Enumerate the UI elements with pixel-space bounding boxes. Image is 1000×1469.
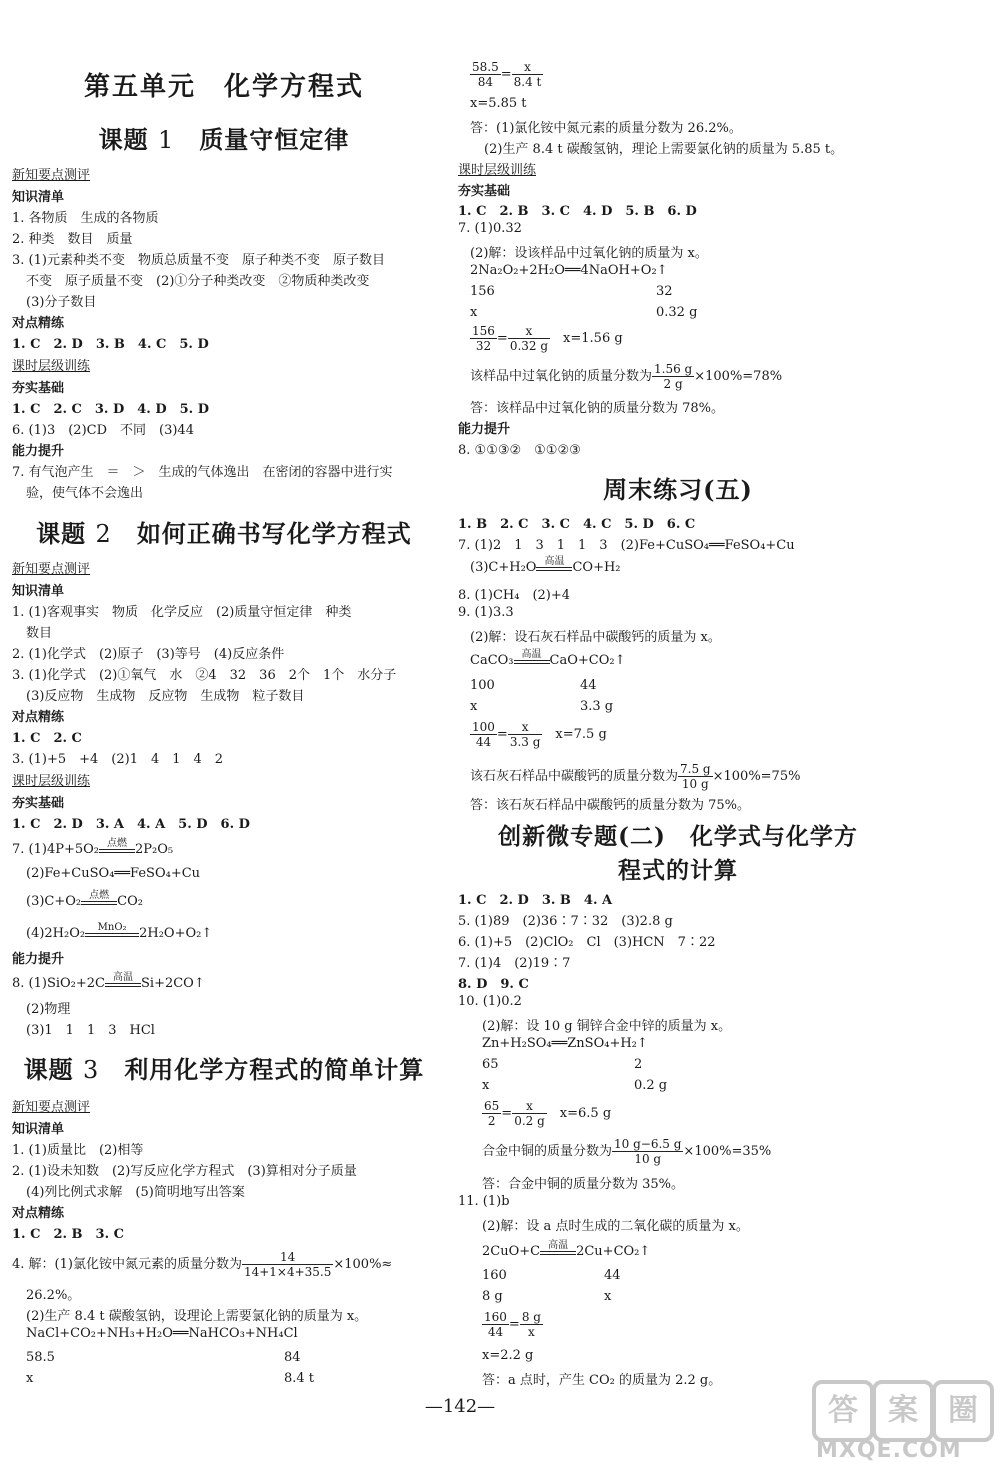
answer-line: 1. C 2. C — [12, 731, 82, 746]
fraction: $\frac{160}{44}$ — [484, 1310, 507, 1339]
text-line: 8. ①①③② ①①②③ — [458, 443, 581, 458]
unit-title: 第五单元 化学方程式 — [83, 72, 364, 102]
text-line: 1. (1)质量比 (2)相等 — [12, 1143, 144, 1158]
fraction: $\frac{100}{44}$ — [472, 720, 495, 749]
text-line: (2)物理 — [26, 1002, 71, 1017]
text-line: 2. (1)设未知数 (2)写反应化学方程式 (3)算相对分子质量 — [12, 1164, 357, 1179]
section-tag: 课时层级训练 — [12, 774, 91, 789]
text-line: 65 — [482, 1057, 499, 1072]
watermark-char: 案 — [872, 1380, 934, 1442]
equation-line: 2Na₂O₂+2H₂O══4NaOH+O₂↑ — [470, 263, 668, 278]
equation-line: $\frac{156}{32}$ = $\frac{x}{0.32 g}$ x=1.56 g — [472, 324, 623, 353]
text-line: 5. (1)89 (2)36∶7∶32 (3)2.8 g — [458, 914, 673, 929]
text-line: 7. (1)0.32 — [458, 221, 522, 236]
text-line: (2)解：设石灰石样品中碳酸钙的质量为 x。 — [470, 630, 721, 645]
text-line: 7. (1)4 (2)19∶7 — [458, 956, 571, 971]
text-line: 合金中铜的质量分数为 $\frac{10 g-6.5 g}{10 g}$ ×100%=35% — [482, 1137, 772, 1166]
text-line: 1. (1)客观事实 物质 化学反应 (2)质量守恒定律 种类 — [12, 605, 352, 620]
subheading: 对点精练 — [12, 316, 65, 331]
text-line: 7. 有气泡产生 ＝ ＞ 生成的气体逸出 在密闭的容器中进行实 — [12, 465, 393, 480]
text-line: 答：a 点时，产生 CO₂ 的质量为 2.2 g。 — [482, 1373, 722, 1388]
subheading: 夯实基础 — [458, 184, 511, 199]
text-line: 4. 解：(1)氯化铵中氮元素的质量分数为 $\frac{14}{14+1\times 4+35.5}$ ×100%≈ — [12, 1250, 393, 1279]
subheading: 知识清单 — [12, 1122, 65, 1137]
text-line: x — [470, 305, 478, 320]
subheading: 知识清单 — [12, 584, 65, 599]
watermark-char: 答 — [812, 1380, 874, 1442]
watermark-logo — [812, 1380, 994, 1463]
text-line: 数目 — [26, 626, 53, 641]
text-line: 9. (1)3.3 — [458, 605, 514, 620]
lesson-3-title: 课题 3 利用化学方程式的简单计算 — [23, 1055, 425, 1084]
text-line: 2. 种类 数目 质量 — [12, 232, 133, 247]
equation-line: CaCO₃ 高温 CaO+CO₂↑ — [470, 649, 626, 668]
page-number: —142— — [424, 1396, 496, 1417]
text-line: 6. (1)+5 (2)ClO₂ Cl (3)HCN 7∶22 — [458, 935, 716, 950]
text-line: 84 — [284, 1350, 301, 1365]
text-line: (3)反应物 生成物 反应物 生成物 粒子数目 — [26, 689, 305, 704]
special-topic-title-line2: 程式的计算 — [618, 857, 738, 884]
text-line: 该石灰石样品中碳酸钙的质量分数为 $\frac{7.5 g}{10 g}$ ×100%=75% — [470, 762, 801, 791]
fraction: $\frac{1.56 g}{2 g}$ — [654, 362, 693, 391]
subheading: 对点精练 — [12, 710, 65, 725]
fraction: $\frac{x}{0.32 g}$ — [509, 324, 549, 353]
text-line: 3. (1)元素种类不变 物质总质量不变 原子种类不变 原子数目 — [12, 253, 385, 268]
text-line: 1. 各物质 生成的各物质 — [12, 211, 159, 226]
equation-line: (3)C+H₂O 高温 CO+H₂ — [470, 556, 621, 575]
answer-line: 1. C 2. D 3. A 4. A 5. D 6. D — [12, 817, 250, 832]
text-line: 2 — [634, 1057, 643, 1072]
lesson-2-title: 课题 2 如何正确书写化学方程式 — [36, 519, 412, 548]
section-tag: 课时层级训练 — [458, 163, 537, 178]
text-line: 答：该石灰石样品中碳酸钙的质量分数为 75%。 — [470, 798, 751, 813]
text-line: 8 g — [482, 1289, 503, 1304]
text-line: x — [470, 699, 478, 714]
equation-line: $\frac{65}{2}$ = $\frac{x}{0.2 g}$ x=6.5 g — [484, 1099, 612, 1128]
text-line: 11. (1)b — [458, 1194, 510, 1209]
text-line: 不变 原子质量不变 (2)①分子种类改变 ②物质种类改变 — [26, 274, 370, 289]
text-line: (3)分子数目 — [26, 295, 97, 310]
lesson-1-title: 课题 1 质量守恒定律 — [98, 125, 350, 154]
answer-line: 1. B 2. C 3. C 4. C 5. D 6. C — [458, 517, 696, 532]
text-line: 该样品中过氧化钠的质量分数为 $\frac{1.56 g}{2 g}$ ×100%=78% — [470, 362, 783, 391]
equation-line: 8. (1)SiO₂+2C 高温 Si+2CO↑ — [12, 972, 205, 991]
answer-line: 1. C 2. C 3. D 4. D 5. D — [12, 402, 209, 417]
subheading: 对点精练 — [12, 1206, 65, 1221]
text-line: 答：(1)氯化铵中氮元素的质量分数为 26.2%。 — [470, 121, 742, 136]
answer-line: 1. C 2. B 3. C — [12, 1227, 124, 1242]
section-tag: 新知要点测评 — [12, 562, 91, 577]
watermark-url: MXQE.COM — [816, 1438, 962, 1463]
equation-line: (3)C+O₂ 点燃 CO₂ — [26, 890, 143, 909]
subheading: 能力提升 — [458, 422, 511, 437]
text-line: x — [604, 1289, 612, 1304]
equation-line: 7. (1)2 1 3 1 1 3 (2)Fe+CuSO₄══FeSO₄+Cu — [458, 538, 795, 553]
text-line: 验，使气体不会逸出 — [26, 486, 144, 501]
subheading: 夯实基础 — [12, 381, 65, 396]
fraction: $\frac{58.5}{84}$ — [472, 60, 499, 89]
text-line: 100 — [470, 678, 495, 693]
text-line: 答：合金中铜的质量分数为 35%。 — [482, 1177, 685, 1192]
watermark-char: 圈 — [932, 1380, 994, 1442]
equation-line: Zn+H₂SO₄══ZnSO₄+H₂↑ — [482, 1036, 648, 1051]
text-line: 58.5 — [26, 1350, 55, 1365]
equation-line: (4)2H₂O₂ MnO₂ 2H₂O+O₂↑ — [26, 922, 213, 941]
answer-line: 1. C 2. B 3. C 4. D 5. B 6. D — [458, 204, 697, 219]
text-line: (2)解：设 10 g 铜锌合金中锌的质量为 x。 — [482, 1019, 732, 1034]
subheading: 能力提升 — [12, 444, 65, 459]
section-tag: 课时层级训练 — [12, 359, 91, 374]
fraction: $\frac{8 g}{x}$ — [521, 1310, 541, 1339]
text-line: x=5.85 t — [470, 96, 527, 111]
text-line: 答：该样品中过氧化钠的质量分数为 78%。 — [470, 401, 725, 416]
text-line: 44 — [580, 678, 597, 693]
equation-line: $\frac{100}{44}$ = $\frac{x}{3.3 g}$ x=7.5 g — [472, 720, 607, 749]
section-tag: 新知要点测评 — [12, 168, 91, 183]
equation-line: (2)Fe+CuSO₄══FeSO₄+Cu — [26, 866, 201, 881]
answer-line: 8. D 9. C — [458, 977, 529, 992]
text-line: x — [482, 1078, 490, 1093]
text-line: 26.2%。 — [26, 1288, 81, 1303]
text-line: 3. (1)化学式 (2)①氧气 水 ②4 32 36 2个 1个 水分子 — [12, 668, 397, 683]
equation-line: 7. (1)4P+5O₂ 点燃 2P₂O₅ — [12, 838, 174, 857]
text-line: (3)1 1 1 3 HCl — [26, 1023, 155, 1038]
fraction: $\frac{7.5 g}{10 g}$ — [680, 762, 711, 791]
text-line: 156 — [470, 284, 495, 299]
equation-line: 2CuO+C 高温 2Cu+CO₂↑ — [482, 1240, 651, 1259]
text-line: 32 — [656, 284, 673, 299]
text-line: 160 — [482, 1268, 507, 1283]
text-line: 8. (1)CH₄ (2)+4 — [458, 588, 571, 603]
text-line: 3. (1)+5 +4 (2)1 4 1 4 2 — [12, 752, 224, 767]
text-line: 0.32 g — [656, 305, 698, 320]
special-topic-title-line1: 创新微专题(二) 化学式与化学方 — [498, 823, 858, 850]
text-line: 6. (1)3 (2)CD 不同 (3)44 — [12, 423, 194, 438]
equation-line: $\frac{58.5}{84}$ = $\frac{x}{8.4 t}$ — [472, 60, 542, 89]
equation-line: $\frac{160}{44}$ = $\frac{8 g}{x}$ — [484, 1310, 541, 1339]
text-line: 44 — [604, 1268, 621, 1283]
subheading: 知识清单 — [12, 190, 65, 205]
text-line: 2. (1)化学式 (2)原子 (3)等号 (4)反应条件 — [12, 647, 285, 662]
fraction: $\frac{14}{14+1\times 4+35.5}$ — [243, 1250, 332, 1279]
section-tag: 新知要点测评 — [12, 1100, 91, 1115]
answer-line: 1. C 2. D 3. B 4. C 5. D — [12, 337, 209, 352]
text-line: (2)解：设 a 点时生成的二氧化碳的质量为 x。 — [482, 1219, 749, 1234]
fraction: $\frac{x}{8.4 t}$ — [513, 60, 542, 89]
equation-line: NaCl+CO₂+NH₃+H₂O══NaHCO₃+NH₄Cl — [26, 1326, 298, 1341]
answer-line: 1. C 2. D 3. B 4. A — [458, 893, 613, 908]
text-line: (2)生产 8.4 t 碳酸氢钠，设理论上需要氯化钠的质量为 x。 — [26, 1309, 368, 1324]
text-line: (4)列比例式求解 (5)简明地写出答案 — [26, 1185, 245, 1200]
text-line: x=2.2 g — [482, 1348, 534, 1363]
text-line: 3.3 g — [580, 699, 614, 714]
subheading: 能力提升 — [12, 952, 65, 967]
fraction: $\frac{x}{0.2 g}$ — [514, 1099, 545, 1128]
fraction: $\frac{x}{3.3 g}$ — [509, 720, 541, 749]
text-line: 10. (1)0.2 — [458, 994, 522, 1009]
text-line: (2)生产 8.4 t 碳酸氢钠，理论上需要氯化钠的质量为 5.85 t。 — [484, 142, 844, 157]
text-line: 0.2 g — [634, 1078, 668, 1093]
fraction: $\frac{156}{32}$ — [472, 324, 495, 353]
text-line: x — [26, 1371, 34, 1386]
fraction: $\frac{10 g-6.5 g}{10 g}$ — [614, 1137, 682, 1166]
fraction: $\frac{65}{2}$ — [484, 1099, 500, 1128]
text-line: 8.4 t — [284, 1371, 315, 1386]
weekend-practice-title: 周末练习(五) — [603, 475, 753, 504]
text-line: (2)解：设该样品中过氧化钠的质量为 x。 — [470, 246, 708, 261]
subheading: 夯实基础 — [12, 796, 65, 811]
